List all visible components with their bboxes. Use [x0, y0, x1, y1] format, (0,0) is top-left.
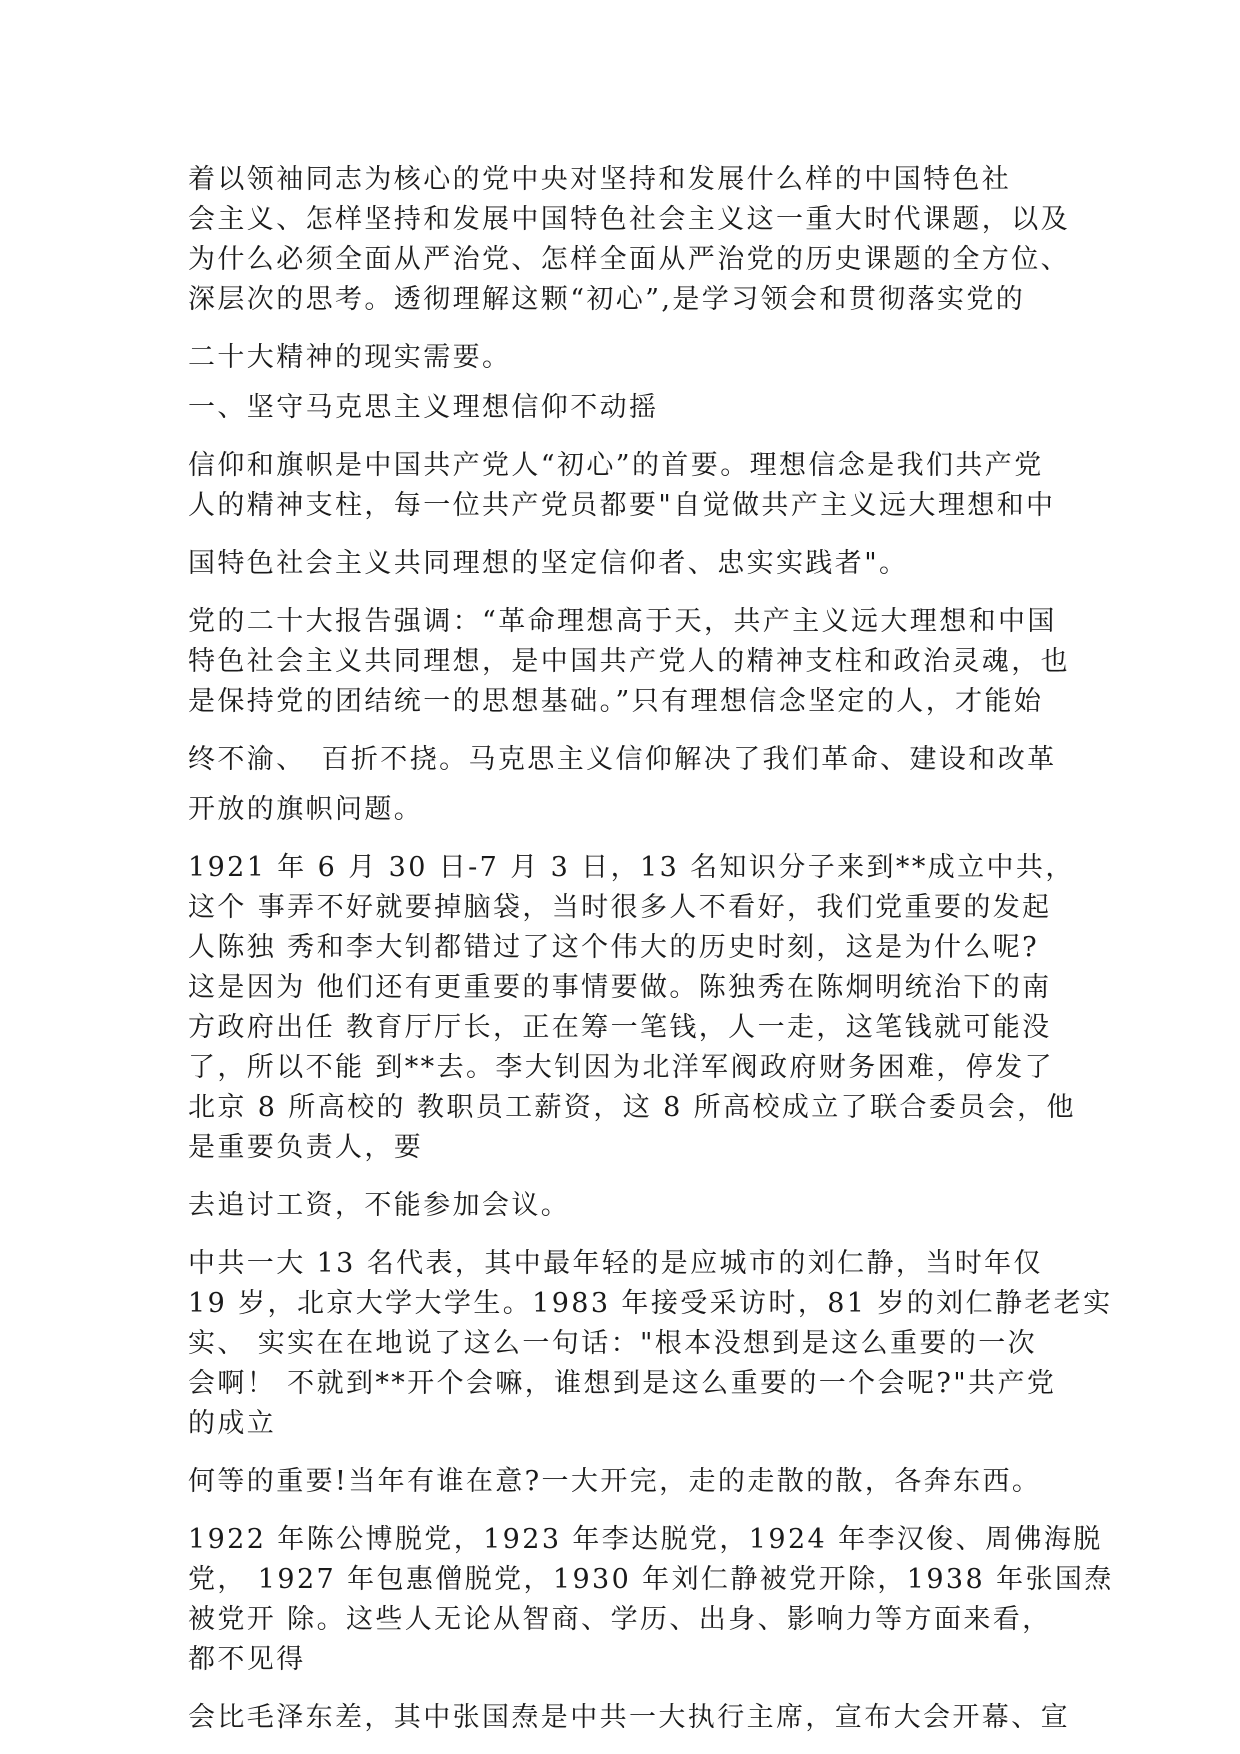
text-line: 中共一大 13 名代表，其中最年轻的是应城市的刘仁静，当时年仅	[188, 1248, 1043, 1279]
text-line: 一、坚守马克思主义理想信仰不动摇	[188, 392, 659, 423]
text-line: 信仰和旗帜是中国共产党人“初心”的首要。理想信念是我们共产党	[188, 450, 1044, 481]
text-line: 党的二十大报告强调：“革命理想高于天，共产主义远大理想和中国	[188, 606, 1057, 637]
text-line: 实、 实实在在地说了这么一句话："根本没想到是这么重要的一次	[188, 1328, 1037, 1359]
paragraph-report-end	[188, 790, 1058, 830]
text-line: 会比毛泽东差，其中张国焘是中共一大执行主席，宣布大会开幕、宣	[188, 1702, 1070, 1733]
paragraph-intro-end	[188, 338, 1058, 378]
text-line: 人的精神支柱，每一位共产党员都要"自觉做共产主义远大理想和中	[188, 490, 1056, 521]
text-line: 终不渝、 百折不挠。马克思主义信仰解决了我们革命、建设和改革	[188, 744, 1057, 775]
text-line: 了，所以不能 到**去。李大钊因为北洋军阀政府财务困难，停发了	[188, 1052, 1054, 1083]
paragraph-report	[188, 602, 1070, 722]
text-line: 人陈独 秀和李大钊都错过了这个伟大的历史时刻，这是为什么呢?	[188, 932, 1040, 963]
text-line: 特色社会主义共同理想，是中国共产党人的精神支柱和政治灵魂，也	[188, 646, 1070, 677]
paragraph-importance	[188, 1462, 1058, 1502]
text-line: 是重要负责人，要	[188, 1132, 424, 1163]
text-line: 开放的旗帜问题。	[188, 794, 424, 825]
paragraph-1921-end	[188, 1186, 1058, 1226]
text-line: 被党开 除。这些人无论从智商、学历、出身、影响力等方面来看，	[188, 1604, 1052, 1635]
text-line: 会啊！ 不就到**开个会嘛，谁想到是这么重要的一个会呢?"共产党	[188, 1368, 1057, 1399]
paragraph-liu-renjing	[188, 1244, 1113, 1444]
text-line: 的成立	[188, 1408, 277, 1439]
text-line: 去追讨工资，不能参加会议。	[188, 1190, 571, 1221]
section-heading	[188, 388, 1058, 428]
paragraph-report-cont	[188, 740, 1058, 780]
text-line: 北京 8 所高校的 教职员工薪资，这 8 所高校成立了联合委员会，他	[188, 1092, 1076, 1123]
text-line: 二十大精神的现实需要。	[188, 342, 512, 373]
text-line: 方政府出任 教育厅厅长，正在筹一笔钱，人一走，这笔钱就可能没	[188, 1012, 1052, 1043]
paragraph-faith-end	[188, 544, 1058, 584]
text-line: 会主义、怎样坚持和发展中国特色社会主义这一重大时代课题，以及	[188, 204, 1070, 235]
text-line: 1922 年陈公博脱党，1923 年李达脱党，1924 年李汉俊、周佛海脱	[188, 1524, 1103, 1555]
paragraph-intro	[188, 160, 1070, 320]
text-line: 都不见得	[188, 1644, 306, 1675]
paragraph-faith	[188, 446, 1058, 526]
text-line: 是保持党的团结统一的思想基础。”只有理想信念坚定的人，才能始	[188, 686, 1044, 717]
paragraph-defections	[188, 1520, 1114, 1680]
text-line: 1921 年 6 月 30 日-7 月 3 日，13 名知识分子来到**成立中共，	[188, 852, 1075, 883]
text-line: 国特色社会主义共同理想的坚定信仰者、忠实实践者"。	[188, 548, 909, 579]
text-line: 这个 事弄不好就要掉脑袋，当时很多人不看好，我们党重要的发起	[188, 892, 1052, 923]
text-line: 着以领袖同志为核心的党中央对坚持和发展什么样的中国特色社	[188, 164, 1012, 195]
text-line: 这是因为 他们还有更重要的事情要做。陈独秀在陈炯明统治下的南	[188, 972, 1052, 1003]
paragraph-1921	[188, 848, 1076, 1168]
text-line: 深层次的思考。透彻理解这颗“初心”,是学习领会和贯彻落实党的	[188, 284, 1026, 315]
text-line: 何等的重要!当年有谁在意?一大开完，走的走散的散，各奔东西。	[188, 1466, 1042, 1497]
text-line: 党， 1927 年包惠僧脱党，1930 年刘仁静被党开除，1938 年张国焘	[188, 1564, 1114, 1595]
document-body	[188, 160, 1114, 1738]
text-line: 19 岁，北京大学大学生。1983 年接受采访时，81 岁的刘仁静老老实	[188, 1288, 1113, 1319]
paragraph-zhang-guotao	[188, 1698, 1070, 1738]
text-line: 为什么必须全面从严治党、怎样全面从严治党的历史课题的全方位、	[188, 244, 1070, 275]
